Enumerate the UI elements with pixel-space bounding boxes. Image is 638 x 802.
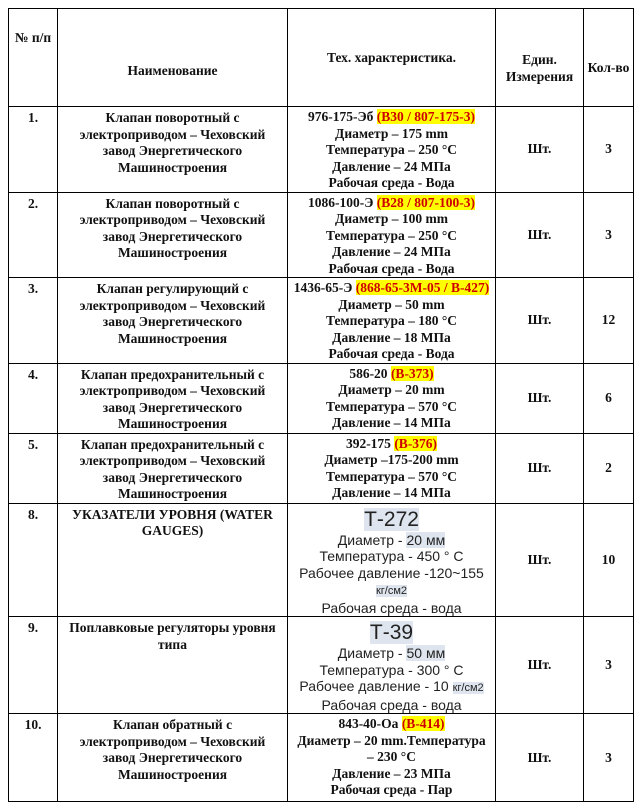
tech-spec-line [293,548,490,565]
unit-cell: Шт. [496,278,584,364]
unit-cell: Шт. [496,363,584,433]
spec-text: 586-20 [349,365,391,381]
column-header-unit: Един. Измерения [496,9,584,107]
highlighted-text: (В-376) [394,435,438,451]
spec-text: Рабочая среда - вода [321,696,462,713]
tech-spec-cell [288,363,496,433]
unit-cell: Шт. [496,617,584,714]
document-page [8,8,634,802]
unit-cell: Шт. [496,433,584,503]
spec-text: 1436-65-Э [293,280,356,295]
spec-text: Температура – 570 °С [325,398,458,414]
spec-text: Диаметр –175-200 mm [324,452,459,467]
tech-spec-line [293,330,490,347]
spec-text: 843-40-Оа [338,716,402,731]
spec-text: Давление – 18 МПа [332,329,451,345]
tech-spec-line [293,678,490,697]
tech-spec-cell [288,107,496,193]
highlighted-text: (В28 / 807-100-3) [376,194,476,210]
tech-spec-line [293,297,490,314]
spec-text: Давление – 24 МПа [332,158,451,174]
row-number-cell: 2. [9,192,58,278]
row-number-cell: 5. [9,433,58,503]
highlighted-text: кг/см2 [452,682,484,694]
spec-text: Температура - 300 ° С [319,661,464,678]
column-header-num: № п/п [9,9,58,107]
tech-spec-line [293,399,490,416]
item-name-cell: Клапан предохранительный с электроприводом – Чеховский завод Энергетического Машиностроения [58,363,288,433]
tech-spec-line [293,195,490,212]
highlighted-text: кг/см2 [375,585,408,597]
equipment-spec-table [8,8,634,802]
highlighted-text: Т-39 [369,621,414,644]
tech-spec-line [293,175,490,192]
highlighted-text: (В-373) [390,365,434,381]
spec-text: Рабочее давление - 10 [299,678,453,694]
header-row [9,9,634,107]
highlighted-text: (В-414) [401,716,445,731]
highlighted-text: (868-65-3М-05 / В-427) [355,280,490,295]
tech-spec-line [293,109,490,126]
spec-text: Диаметр - [337,645,407,661]
spec-text: Рабочая среда - вода [321,599,462,616]
tech-spec-cell [288,503,496,617]
spec-text: Диаметр – 50 mm [338,296,445,312]
spec-text: Диаметр – 20 mm.Температура – 230 °С [297,732,486,764]
unit-cell: Шт. [496,714,584,802]
tech-spec-line [293,211,490,228]
quantity-cell: 10 [584,503,634,617]
tech-spec-cell [288,433,496,503]
unit-cell: Шт. [496,107,584,193]
row-number-cell: 1. [9,107,58,193]
spec-text: Температура - 450 ° С [319,548,464,564]
table-row [9,278,634,364]
tech-spec-line [293,436,490,453]
spec-text: 392-175 [345,435,395,451]
spec-text: Рабочая среда - Пар [330,782,453,797]
spec-text: Давление – 23 МПа [332,765,451,781]
tech-spec-cell [288,192,496,278]
spec-text: Рабочая среда - Вода [328,346,455,361]
tech-spec-cell [288,714,496,802]
tech-spec-line [293,228,490,245]
spec-text: Диаметр - [337,531,407,548]
spec-text: Диаметр – 100 mm [335,211,448,226]
table-row [9,107,634,193]
tech-spec-line [293,697,490,714]
table-row [9,617,634,714]
column-header-tech: Тех. характеристика. [288,9,496,107]
spec-text: Температура – 180 °С [325,313,458,328]
table-body [9,107,634,802]
item-name-cell: УКАЗАТЕЛИ УРОВНЯ (WATER GAUGES) [58,503,288,617]
tech-spec-line [293,346,490,363]
column-header-qty: Кол-во [584,9,634,107]
item-name-cell: Клапан поворотный с электроприводом – Чеховский завод Энергетического Машиностроения [58,107,288,193]
tech-spec-line [293,469,490,486]
spec-text: Давление – 24 МПа [332,244,451,259]
spec-text: Давление – 14 МПа [332,415,451,430]
tech-spec-line [293,142,490,159]
tech-spec-line [293,280,490,297]
tech-spec-line [293,261,490,278]
spec-text: Температура – 250 °С [325,227,458,243]
table-row [9,714,634,802]
row-number-cell: 3. [9,278,58,364]
quantity-cell: 3 [584,617,634,714]
spec-text: Рабочая среда - Вода [328,175,455,190]
item-name-cell: Поплавковые регуляторы уровня типа [58,617,288,714]
spec-text: 1086-100-Э [307,194,377,210]
spec-text: Рабочее давление -120~155 [299,564,484,581]
tech-spec-line [293,716,490,733]
tech-spec-cell [288,617,496,714]
quantity-cell: 3 [584,714,634,802]
quantity-cell: 6 [584,363,634,433]
tech-spec-cell [288,278,496,364]
tech-spec-line [293,313,490,330]
unit-cell: Шт. [496,503,584,617]
tech-spec-line [293,532,490,549]
tech-spec-line [293,565,490,600]
tech-spec-line [293,382,490,399]
column-header-name: Наименование [58,9,288,107]
tech-spec-line [293,415,490,432]
item-name-cell: Клапан поворотный с электроприводом – Чеховский завод Энергетического Машиностроения [58,192,288,278]
highlighted-text: Т-272 [364,507,419,531]
row-number-cell: 8. [9,503,58,617]
quantity-cell: 3 [584,192,634,278]
tech-spec-line [293,366,490,383]
item-name-cell: Клапан обратный с электроприводом – Чеховский завод Энергетического Машиностроения [58,714,288,802]
quantity-cell: 12 [584,278,634,364]
quantity-cell: 3 [584,107,634,193]
tech-spec-line [293,782,490,799]
tech-spec-line [293,244,490,261]
tech-spec-line [293,766,490,783]
spec-text: Температура – 570 °С [325,468,458,484]
row-number-cell: 4. [9,363,58,433]
tech-spec-line [293,485,490,502]
table-row [9,433,634,503]
tech-spec-line [293,159,490,176]
highlighted-text: 20 мм [406,531,446,548]
spec-text: Температура – 250 °С [325,142,458,157]
tech-spec-line [293,126,490,143]
quantity-cell: 2 [584,433,634,503]
tech-spec-line [293,506,490,532]
spec-text: Рабочая среда - Вода [328,260,455,276]
spec-text: 976-175-Эб [307,109,377,124]
item-name-cell: Клапан регулирующий с электроприводом – Чеховский завод Энергетического Машиностроения [58,278,288,364]
spec-text: Диаметр – 175 mm [335,125,448,141]
table-row [9,192,634,278]
tech-spec-line [293,662,490,679]
tech-spec-line [293,452,490,469]
highlighted-text: (В30 / 807-175-3) [376,109,476,124]
tech-spec-line [293,645,490,662]
table-row [9,503,634,617]
item-name-cell: Клапан предохранительный с электроприводом – Чеховский завод Энергетического Машиностроения [58,433,288,503]
row-number-cell: 10. [9,714,58,802]
tech-spec-line [293,619,490,645]
table-row [9,363,634,433]
row-number-cell: 9. [9,617,58,714]
spec-text: Давление – 14 МПа [332,485,451,500]
spec-text: Диаметр – 20 mm [338,382,445,397]
highlighted-text: 50 мм [406,645,446,661]
tech-spec-line [293,600,490,617]
tech-spec-line [293,733,490,766]
unit-cell: Шт. [496,192,584,278]
